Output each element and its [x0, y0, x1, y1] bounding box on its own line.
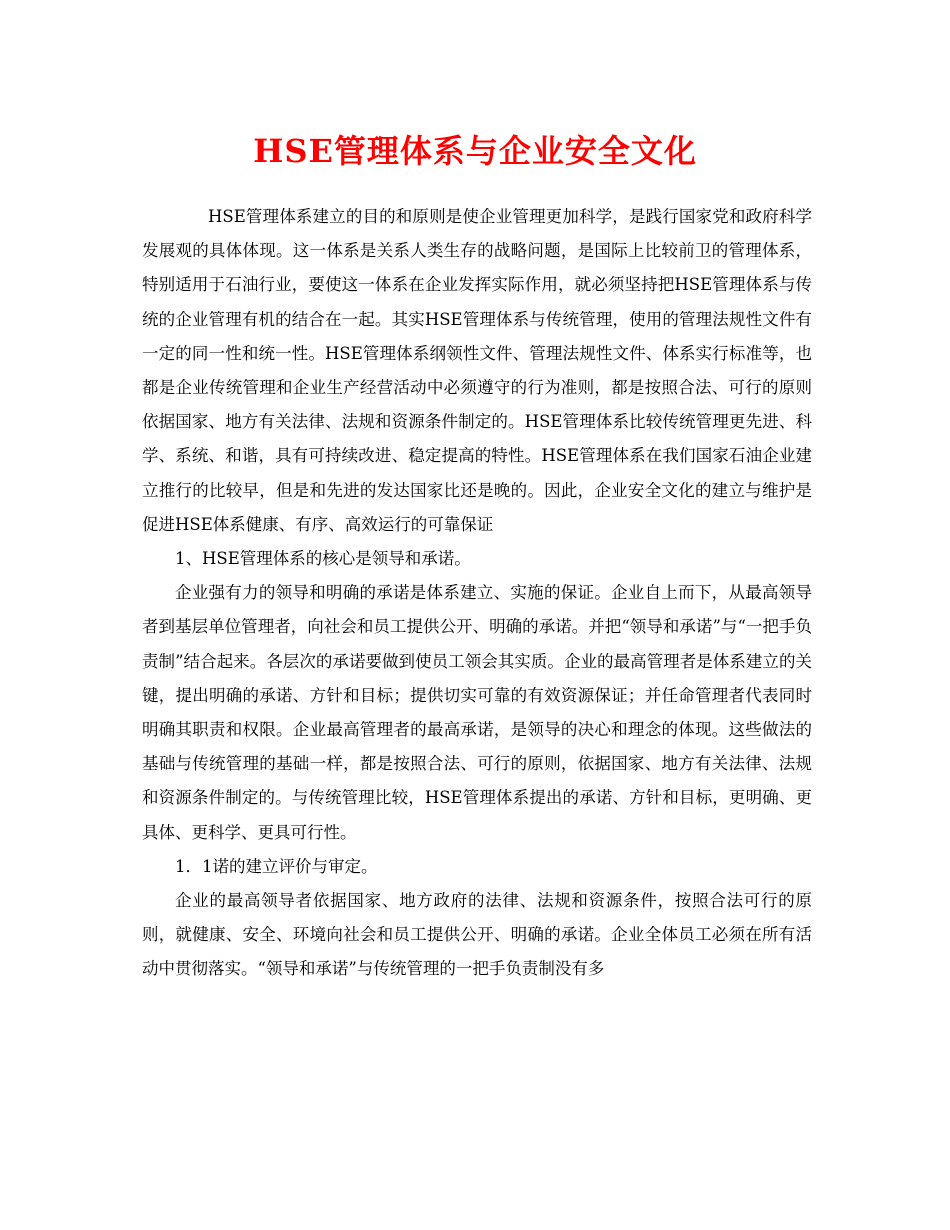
- section-heading-1-1: 1．1诺的建立评价与审定。: [175, 856, 378, 876]
- paragraph-leadership: 企业强有力的领导和明确的承诺是体系建立、实施的保证。企业自上而下，从最高领导者到基层单位管理者，向社会和员工提供公开、明确的承诺。并把“领导和承诺”与“一把手负责制”结合起来。各层次的承诺要做到使员工领会其实质。企业的最高管理者是体系建立的关键，提出明确的承诺、方针和目标；提供切实可靠的有效资源保证；并任命管理者代表同时明确其职责和权限。企业最高管理者的最高承诺，是领导的决心和理念的体现。这些做法的基础与传统管理的基础一样，都是按照合法、可行的原则，依据国家、地方有关法律、法规和资源条件制定的。与传统管理比较，HSE管理体系提出的承诺、方针和目标，更明确、更具体、更科学、更具可行性。: [142, 583, 812, 842]
- paragraph-intro: HSE管理体系建立的目的和原则是使企业管理更加科学，是践行国家党和政府科学发展观的具体体现。这一体系是关系人类生存的战略问题，是国际上比较前卫的管理体系，特别适用于石油行业，要使这一体系在企业发挥实际作用，就必须坚持把HSE管理体系与传统的企业管理有机的结合在一起。其实HSE管理体系与传统管理，使用的管理法规性文件有一定的同一性和统一性。HSE管理体系纲领性文件、管理法规性文件、体系实行标准等，也都是企业传统管理和企业生产经营活动中必须遵守的行为准则，都是按照合法、可行的原则依据国家、地方有关法律、法规和资源条件制定的。HSE管理体系比较传统管理更先进、科学、系统、和谐，具有可持续改进、稳定提高的特性。HSE管理体系在我们国家石油企业建立推行的比较早，但是和先进的发达国家比还是晚的。因此，企业安全文化的建立与维护是促进HSE体系健康、有序、高效运行的可靠保证: [142, 207, 812, 534]
- section-heading-1: 1、HSE管理体系的核心是领导和承诺。: [175, 549, 471, 569]
- document-title: HSE管理体系与企业安全文化: [253, 132, 697, 170]
- paragraph-commitment: 企业的最高领导者依据国家、地方政府的法律、法规和资源条件，按照合法可行的原则，就健康、安全、环境向社会和员工提供公开、明确的承诺。企业全体员工必须在所有活动中贯彻落实。“领导和承诺”与传统管理的一把手负责制没有多: [142, 891, 812, 979]
- document-body: [142, 200, 812, 987]
